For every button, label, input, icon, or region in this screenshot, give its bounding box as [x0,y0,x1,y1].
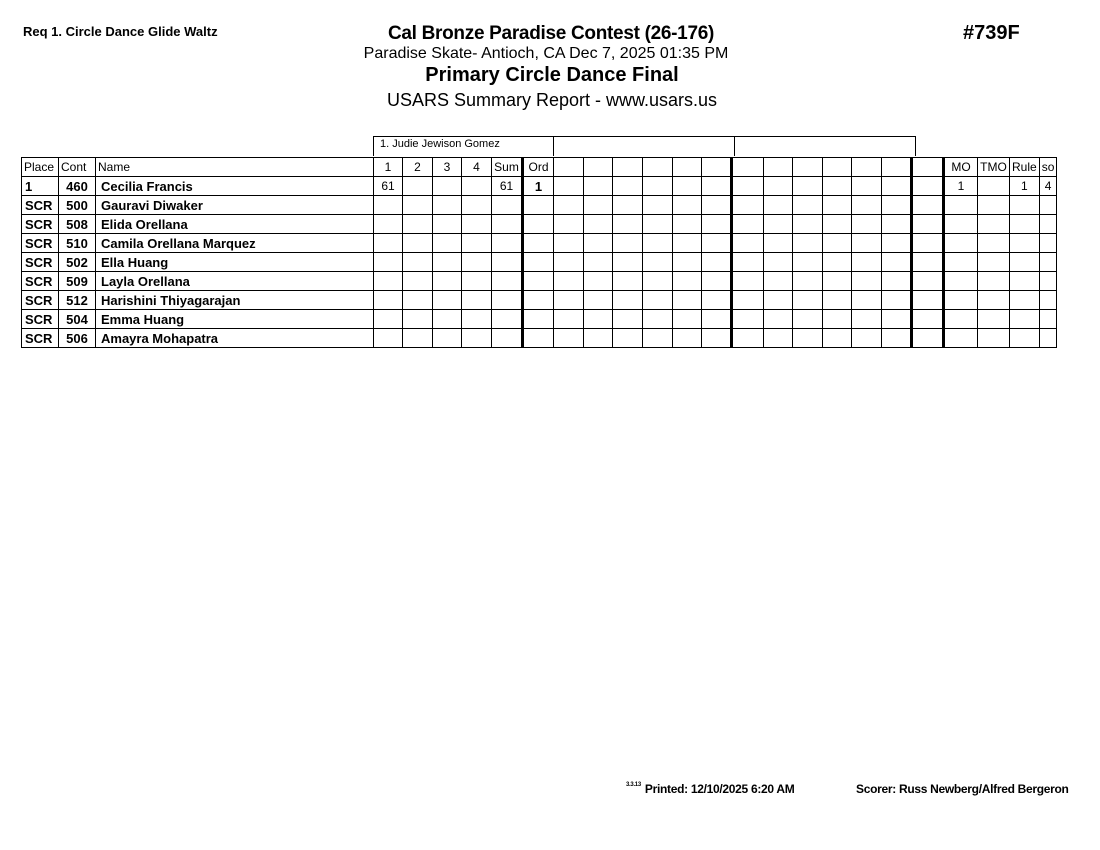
cell-j2-e [673,253,702,272]
cell-so [1039,215,1057,234]
cell-score-2 [403,253,433,272]
cell-cont: 512 [59,291,96,310]
col-judge3-a [764,158,793,177]
cell-j3-ord [912,234,944,253]
cell-j3-d [852,291,882,310]
cell-rule [1010,310,1040,329]
cell-score-3 [433,196,462,215]
cell-score-3 [433,291,462,310]
cell-name: Cecilia Francis [96,177,374,196]
col-judge3-e [882,158,912,177]
cell-j2-a [554,272,584,291]
cell-tmo [978,234,1010,253]
table-row [22,291,1057,310]
cell-j2-c [613,177,643,196]
cell-j2-c [613,272,643,291]
cell-tmo [978,310,1010,329]
cell-j3-d [852,177,882,196]
table-row [22,196,1057,215]
cell-score-2 [403,177,433,196]
cell-score-1 [374,234,403,253]
cell-sum [492,253,523,272]
cell-j2-b [584,234,613,253]
cell-j2-d [643,196,673,215]
cell-mo [944,196,978,215]
cell-score-4 [462,310,492,329]
cell-cont: 460 [59,177,96,196]
col-judge1-score1: 1 [374,158,403,177]
cell-j2-c [613,215,643,234]
cell-j2-e [673,272,702,291]
cell-name: Ella Huang [96,253,374,272]
cell-place: SCR [22,272,59,291]
cell-j2-f [702,272,732,291]
col-judge2-f [702,158,732,177]
cell-so [1039,234,1057,253]
cell-mo [944,291,978,310]
cell-j3-d [852,310,882,329]
cell-score-4 [462,215,492,234]
cell-j2-f [702,196,732,215]
cell-score-1 [374,196,403,215]
location-date-text: Paradise Skate- Antioch, CA Dec 7, 2025 01:35 PM [363,45,729,62]
report-title-text: USARS Summary Report - www.usars.us [386,90,718,110]
cell-score-4 [462,196,492,215]
cell-cont: 504 [59,310,96,329]
cell-j3-ord [912,310,944,329]
cell-j2-a [554,253,584,272]
cell-score-1 [374,310,403,329]
cell-j3-b [793,329,823,348]
event-title [0,64,1100,87]
cell-mo [944,272,978,291]
cell-j3-ord [912,329,944,348]
cell-j3-e [882,310,912,329]
cell-j3-c [823,234,852,253]
cell-mo [944,310,978,329]
cell-so [1039,253,1057,272]
cell-j2-ord [732,196,764,215]
cell-score-1 [374,215,403,234]
cell-so [1039,310,1057,329]
cell-cont: 502 [59,253,96,272]
cell-j2-b [584,272,613,291]
cell-j2-d [643,177,673,196]
cell-score-2 [403,310,433,329]
cell-j2-b [584,253,613,272]
cell-tmo [978,253,1010,272]
cell-j2-a [554,310,584,329]
cell-j2-f [702,291,732,310]
cell-j2-a [554,291,584,310]
cell-rule [1010,215,1040,234]
cell-j3-d [852,253,882,272]
cell-j2-ord [732,310,764,329]
cell-j2-b [584,177,613,196]
cell-j2-f [702,310,732,329]
cell-ord [523,196,554,215]
cell-mo [944,215,978,234]
cell-place: SCR [22,234,59,253]
col-judge3-b [793,158,823,177]
cell-score-3 [433,215,462,234]
cell-tmo [978,329,1010,348]
cell-j3-d [852,215,882,234]
judge-3-box [734,136,916,156]
cell-ord [523,310,554,329]
cell-j3-ord [912,196,944,215]
event-code: #739F [963,22,1020,44]
col-judge2-e [673,158,702,177]
col-judge1-score2: 2 [403,158,433,177]
table-row [22,234,1057,253]
event-title-text: Primary Circle Dance Final [425,64,679,86]
cell-score-3 [433,272,462,291]
col-cont: Cont [59,158,96,177]
table-row [22,253,1057,272]
cell-j3-a [764,291,793,310]
table-row [22,272,1057,291]
printed-label: Printed: 12/10/2025 6:20 AM [644,782,795,796]
cell-score-4 [462,234,492,253]
col-judge1-score3: 3 [433,158,462,177]
results-body [22,177,1057,348]
cell-j2-f [702,253,732,272]
cell-place: SCR [22,291,59,310]
contest-title [0,23,1100,45]
cell-j3-ord [912,215,944,234]
cell-j2-a [554,215,584,234]
cell-j2-b [584,329,613,348]
cell-ord [523,329,554,348]
cell-j3-c [823,291,852,310]
judge-1-name: 1. Judie Jewison Gomez [380,138,500,150]
col-judge2-a [554,158,584,177]
col-mo: MO [944,158,978,177]
cell-cont: 500 [59,196,96,215]
cell-j3-c [823,253,852,272]
cell-j3-a [764,272,793,291]
cell-tmo [978,272,1010,291]
cell-j3-c [823,329,852,348]
cell-j2-a [554,329,584,348]
cell-j3-a [764,196,793,215]
col-judge1-sum: Sum [492,158,523,177]
cell-j2-b [584,291,613,310]
cell-name: Layla Orellana [96,272,374,291]
cell-j2-f [702,177,732,196]
cell-j3-c [823,196,852,215]
cell-j3-b [793,215,823,234]
cell-score-2 [403,329,433,348]
cell-j2-e [673,329,702,348]
cell-score-4 [462,177,492,196]
cell-sum [492,272,523,291]
cell-j3-a [764,310,793,329]
cell-tmo [978,177,1010,196]
cell-j2-f [702,215,732,234]
cell-score-3 [433,177,462,196]
cell-name: Elida Orellana [96,215,374,234]
cell-j3-c [823,272,852,291]
cell-ord [523,272,554,291]
cell-sum [492,215,523,234]
cell-cont: 509 [59,272,96,291]
cell-cont: 510 [59,234,96,253]
cell-j3-e [882,291,912,310]
cell-j2-ord [732,329,764,348]
cell-j2-c [613,253,643,272]
cell-so [1039,291,1057,310]
cell-j2-e [673,234,702,253]
cell-j3-a [764,177,793,196]
judge-1-box [373,136,554,156]
cell-j2-d [643,291,673,310]
cell-j3-ord [912,272,944,291]
cell-cont: 506 [59,329,96,348]
cell-tmo [978,215,1010,234]
cell-rule [1010,291,1040,310]
cell-j3-e [882,196,912,215]
cell-j3-b [793,272,823,291]
cell-sum [492,310,523,329]
cell-place: SCR [22,253,59,272]
cell-j2-b [584,196,613,215]
cell-tmo [978,196,1010,215]
col-judge3-ord [912,158,944,177]
cell-score-3 [433,234,462,253]
request-label: Req 1. Circle Dance Glide Waltz [23,24,218,39]
cell-j2-e [673,291,702,310]
table-row [22,177,1057,196]
cell-j3-c [823,310,852,329]
cell-j2-a [554,196,584,215]
cell-ord: 1 [523,177,554,196]
col-judge2-c [613,158,643,177]
printed-info [626,782,794,796]
cell-name: Gauravi Diwaker [96,196,374,215]
cell-j2-b [584,215,613,234]
scorer-label: Scorer: Russ Newberg/Alfred Bergeron [856,782,1069,796]
cell-rule [1010,329,1040,348]
cell-score-2 [403,291,433,310]
cell-mo [944,329,978,348]
cell-cont: 508 [59,215,96,234]
cell-sum [492,196,523,215]
cell-j3-ord [912,291,944,310]
cell-ord [523,253,554,272]
cell-name: Emma Huang [96,310,374,329]
col-judge2-b [584,158,613,177]
cell-rule: 1 [1010,177,1040,196]
cell-j2-c [613,291,643,310]
cell-so: 4 [1039,177,1057,196]
cell-j2-a [554,177,584,196]
col-place: Place [22,158,59,177]
cell-sum [492,234,523,253]
col-judge1-score4: 4 [462,158,492,177]
cell-j3-d [852,272,882,291]
cell-j3-d [852,234,882,253]
cell-score-2 [403,196,433,215]
cell-mo [944,234,978,253]
cell-j2-d [643,310,673,329]
cell-j2-c [613,196,643,215]
cell-place: SCR [22,196,59,215]
results-table [21,157,1057,348]
cell-ord [523,234,554,253]
cell-j3-b [793,234,823,253]
cell-so [1039,329,1057,348]
contest-title-text: Cal Bronze Paradise Contest (26-176) [387,23,715,44]
cell-j3-e [882,272,912,291]
location-date [0,45,1090,63]
cell-place: SCR [22,310,59,329]
cell-j2-e [673,196,702,215]
cell-j3-a [764,253,793,272]
cell-score-4 [462,272,492,291]
cell-place: SCR [22,329,59,348]
cell-ord [523,291,554,310]
cell-sum [492,329,523,348]
cell-sum [492,291,523,310]
cell-j2-ord [732,253,764,272]
col-judge3-c [823,158,852,177]
cell-j3-b [793,253,823,272]
cell-score-2 [403,215,433,234]
cell-j2-ord [732,177,764,196]
col-judge1-ord: Ord [523,158,554,177]
cell-mo [944,253,978,272]
cell-j3-c [823,215,852,234]
cell-score-1 [374,329,403,348]
cell-j3-ord [912,253,944,272]
table-row [22,329,1057,348]
cell-j3-ord [912,177,944,196]
cell-j2-a [554,234,584,253]
cell-j2-d [643,329,673,348]
col-name: Name [96,158,374,177]
cell-j2-e [673,310,702,329]
version-label: 3.3.13 [626,782,641,788]
cell-so [1039,196,1057,215]
report-title [0,90,1100,111]
cell-j3-e [882,329,912,348]
cell-place: SCR [22,215,59,234]
cell-tmo [978,291,1010,310]
col-so: so [1039,158,1057,177]
cell-j2-ord [732,272,764,291]
cell-score-1 [374,272,403,291]
cell-j2-d [643,253,673,272]
cell-name: Harishini Thiyagarajan [96,291,374,310]
cell-j2-e [673,177,702,196]
cell-j3-b [793,291,823,310]
cell-score-3 [433,310,462,329]
judge-2-box [553,136,735,156]
cell-score-1 [374,253,403,272]
cell-mo: 1 [944,177,978,196]
cell-score-1: 61 [374,177,403,196]
cell-name: Amayra Mohapatra [96,329,374,348]
cell-j3-d [852,196,882,215]
cell-rule [1010,272,1040,291]
cell-j3-e [882,234,912,253]
cell-j3-e [882,177,912,196]
cell-j2-e [673,215,702,234]
cell-score-4 [462,291,492,310]
cell-j2-f [702,234,732,253]
cell-j2-c [613,234,643,253]
cell-j2-c [613,329,643,348]
col-judge3-d [852,158,882,177]
cell-score-1 [374,291,403,310]
cell-rule [1010,253,1040,272]
cell-j2-ord [732,215,764,234]
cell-j3-c [823,177,852,196]
cell-j2-d [643,272,673,291]
cell-j2-d [643,234,673,253]
cell-sum: 61 [492,177,523,196]
cell-j3-b [793,196,823,215]
cell-name: Camila Orellana Marquez [96,234,374,253]
cell-score-4 [462,253,492,272]
cell-j2-c [613,310,643,329]
cell-ord [523,215,554,234]
cell-so [1039,272,1057,291]
cell-rule [1010,196,1040,215]
cell-j3-d [852,329,882,348]
table-header-row [22,158,1057,177]
col-tmo: TMO [978,158,1010,177]
table-row [22,215,1057,234]
cell-j3-a [764,215,793,234]
col-judge2-ord [732,158,764,177]
cell-score-3 [433,253,462,272]
cell-j3-a [764,234,793,253]
cell-j3-a [764,329,793,348]
cell-score-2 [403,234,433,253]
cell-j2-b [584,310,613,329]
cell-score-3 [433,329,462,348]
col-rule: Rule [1010,158,1040,177]
cell-rule [1010,234,1040,253]
cell-j3-e [882,215,912,234]
cell-score-4 [462,329,492,348]
cell-j3-b [793,310,823,329]
cell-j3-b [793,177,823,196]
cell-j2-ord [732,234,764,253]
cell-j2-d [643,215,673,234]
col-judge2-d [643,158,673,177]
cell-j2-ord [732,291,764,310]
cell-j3-e [882,253,912,272]
cell-place: 1 [22,177,59,196]
table-row [22,310,1057,329]
cell-score-2 [403,272,433,291]
cell-j2-f [702,329,732,348]
